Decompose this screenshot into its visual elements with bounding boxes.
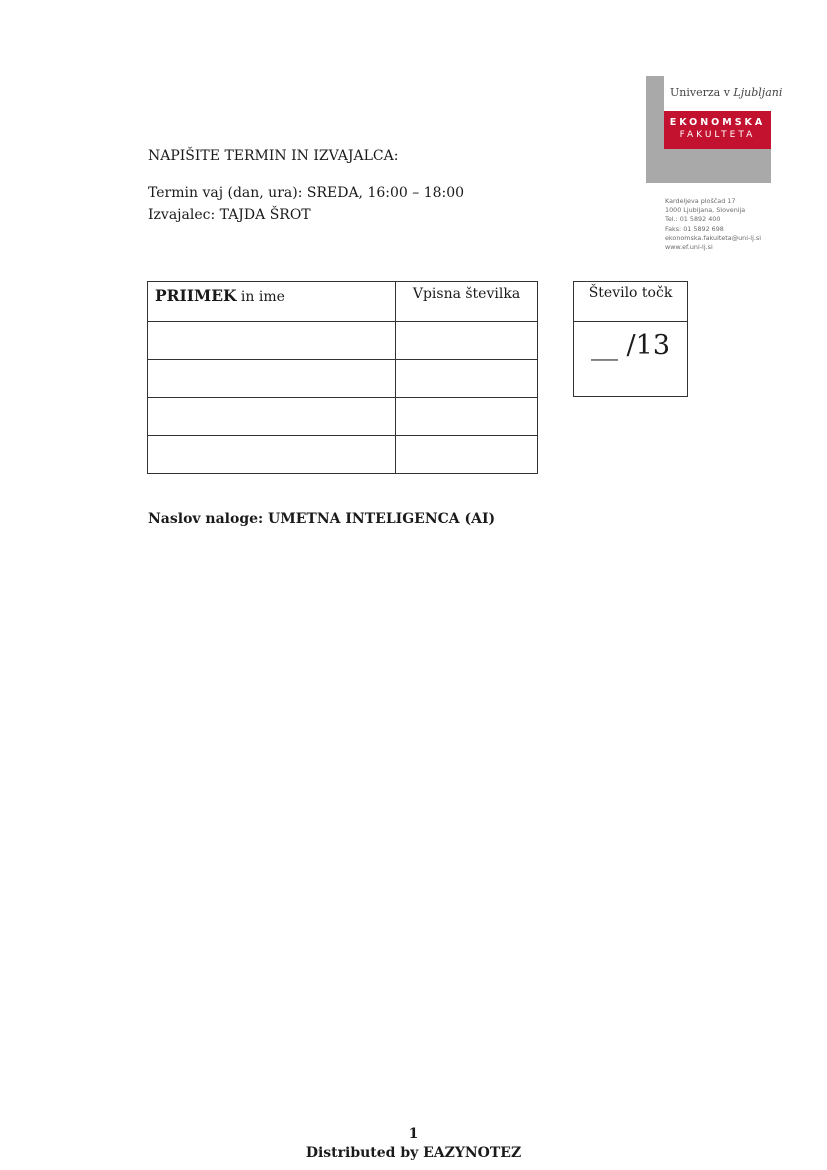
name-cell[interactable] [148, 436, 396, 474]
logo-grey-block [664, 149, 771, 183]
score-label: Število točk [574, 282, 687, 322]
page-number: 1 [408, 1126, 419, 1142]
faculty-logo-line2: FAKULTETA [679, 130, 756, 140]
instructor-text: Izvajalec: TAJDA ŠROT [148, 207, 311, 223]
score-box [573, 281, 688, 397]
university-name: Univerza v Ljubljani [670, 86, 783, 99]
id-cell[interactable] [396, 322, 538, 360]
logo-grey-bar [646, 76, 664, 183]
id-cell[interactable] [396, 360, 538, 398]
faculty-address: Kardeljeva ploščad 17 1000 Ljubljana, Slovenija Tel.: 01 5892 400 Faks: 01 5892 698 ekonomska.fakulteta@uni-lj.si www.ef.uni-lj.si [665, 197, 761, 252]
surname-name-header: PRIIMEK in ime [148, 282, 396, 322]
task-title: Naslov naloge: UMETNA INTELIGENCA (AI) [148, 511, 496, 527]
faculty-logo-line1: EKONOMSKA [669, 117, 766, 128]
id-cell[interactable] [396, 436, 538, 474]
faculty-logo [664, 111, 771, 149]
student-table [147, 281, 538, 474]
name-cell[interactable] [148, 322, 396, 360]
name-cell[interactable] [148, 398, 396, 436]
id-cell[interactable] [396, 398, 538, 436]
instruction-text: NAPIŠITE TERMIN IN IZVAJALCA: [148, 148, 399, 164]
distributed-by: Distributed by EAZYNOTEZ [305, 1145, 522, 1161]
student-id-header: Vpisna številka [396, 282, 538, 322]
term-text: Termin vaj (dan, ura): SREDA, 16:00 – 18:00 [148, 185, 465, 201]
name-cell[interactable] [148, 360, 396, 398]
score-value[interactable]: __ /13 [590, 330, 671, 361]
